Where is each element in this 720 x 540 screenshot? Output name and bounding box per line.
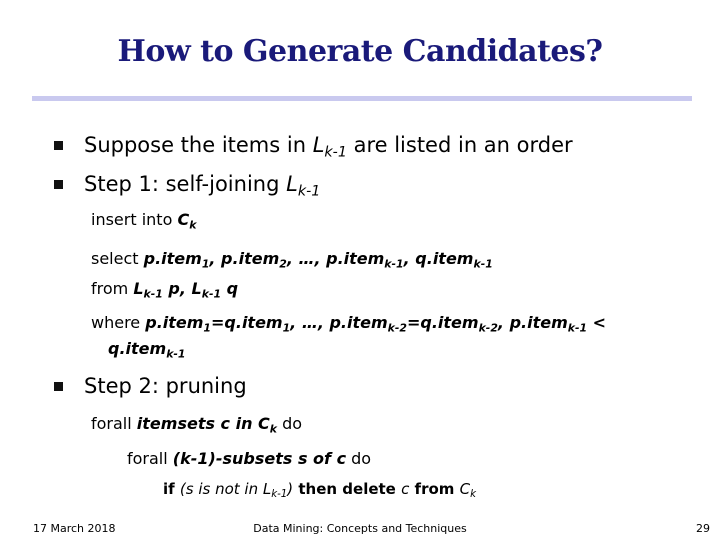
bullet-1-text: Suppose the items in [84, 133, 313, 157]
subscript: 1 [203, 321, 211, 335]
separator: , …, [286, 249, 327, 268]
l-symbol: L [133, 279, 144, 298]
term: (k-1)-subsets s of c [172, 449, 347, 468]
separator: , [403, 249, 416, 268]
term: q.item [108, 339, 167, 358]
l-symbol: L [191, 279, 202, 298]
keyword: from [91, 279, 134, 298]
sql-from-line [91, 279, 239, 301]
subscript: k-1 [271, 489, 288, 501]
sql-where-line [91, 313, 607, 335]
term: itemsets c in C [136, 414, 270, 433]
separator: , …, [290, 313, 330, 332]
c-symbol: C [459, 480, 471, 498]
alias: p, [162, 279, 192, 298]
subscript: k-1 [166, 347, 186, 361]
l-symbol: L [312, 133, 325, 157]
term: q.item [415, 249, 474, 268]
if-delete-line [163, 480, 477, 501]
bullet-marker [54, 180, 63, 189]
keyword: do [277, 414, 303, 433]
keyword: where [91, 313, 146, 332]
subscript: k-1 [567, 321, 588, 335]
term: p.item [221, 249, 280, 268]
forall-subsets-line [127, 449, 371, 468]
term: =q.item [406, 313, 479, 332]
alias: q [221, 279, 239, 298]
term: p.item [329, 313, 388, 332]
condition: ) [287, 480, 294, 498]
subscript: 2 [279, 257, 287, 271]
keyword: insert into [91, 210, 178, 229]
subscript: 1 [201, 257, 210, 271]
keyword: forall [91, 414, 137, 433]
title-divider [32, 96, 692, 101]
keyword: from [409, 480, 460, 498]
sql-insert-line [91, 210, 197, 232]
forall-itemsets-line [91, 414, 303, 436]
bullet-marker [54, 141, 63, 150]
sql-select-line [91, 249, 493, 271]
bullet-3: Step 2: pruning [84, 374, 247, 398]
l-subscript: k-1 [324, 144, 347, 161]
condition: (s is not in L [179, 480, 272, 498]
sql-where-line-cont [108, 339, 186, 361]
slide-title: How to Generate Candidates? [117, 34, 603, 69]
footer-title: Data Mining: Concepts and Techniques [253, 522, 467, 535]
separator: , [209, 249, 222, 268]
operator: < [587, 313, 607, 332]
bullet-2-text: Step 1: self-joining [84, 172, 287, 196]
c-subscript: k [189, 218, 197, 232]
keyword: do [346, 449, 372, 468]
footer-date: 17 March 2018 [33, 522, 116, 535]
bullet-2 [84, 172, 321, 200]
bullet-marker [54, 382, 63, 391]
keyword: forall [127, 449, 173, 468]
subscript: k-2 [478, 321, 498, 335]
subscript: k-2 [387, 321, 407, 335]
subscript: k-1 [384, 257, 404, 271]
page-number: 29 [696, 522, 710, 535]
bullet-1 [84, 133, 573, 161]
subscript: k [470, 489, 477, 501]
term: c [401, 480, 410, 498]
separator: , [497, 313, 510, 332]
c-symbol: C [177, 210, 190, 229]
subscript: k-1 [201, 287, 222, 301]
term: =q.item [211, 313, 283, 332]
bullet-1-text-end: are listed in an order [346, 133, 573, 157]
keyword: select [91, 249, 144, 268]
term: p.item [509, 313, 568, 332]
term: p.item [143, 249, 202, 268]
subscript: 1 [282, 321, 291, 335]
l-symbol: L [286, 172, 298, 196]
subscript: k-1 [143, 287, 163, 301]
keyword: then delete [293, 480, 402, 498]
l-subscript: k-1 [297, 183, 321, 200]
subscript: k [269, 422, 278, 436]
term: p.item [145, 313, 204, 332]
keyword: if [163, 480, 180, 498]
subscript: k-1 [473, 257, 493, 271]
term: p.item [326, 249, 385, 268]
